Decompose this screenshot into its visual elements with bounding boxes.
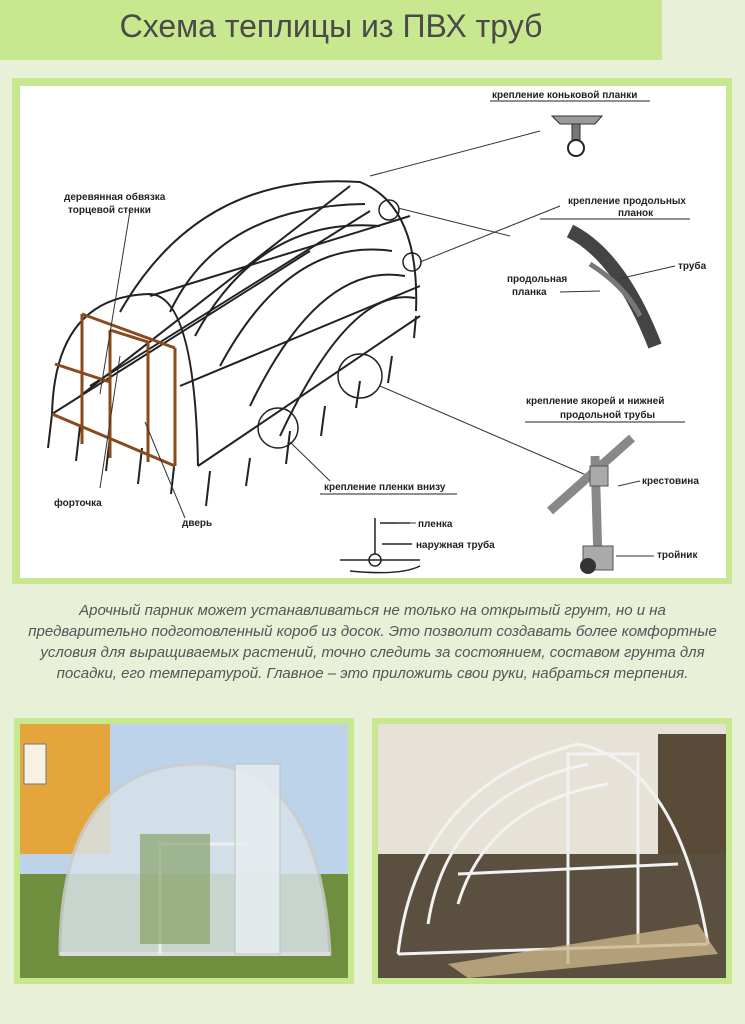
label-film: пленка: [418, 519, 453, 530]
ridge-mount-detail: [552, 116, 602, 156]
label-anchor-mount-2: продольной трубы: [560, 410, 656, 421]
photo-frame-2: [372, 718, 732, 984]
label-anchor-mount-1: крепление якорей и нижней: [526, 396, 665, 407]
label-wood-frame-2: торцевой стенки: [68, 205, 151, 216]
label-pipe: труба: [678, 261, 707, 272]
photo-greenhouse-polycarbonate: [20, 724, 348, 978]
diagram-box: [20, 86, 726, 578]
label-film-mount: крепление пленки внизу: [324, 482, 446, 493]
longitudinal-mount-detail: [570, 231, 655, 346]
film-mount-detail: [340, 518, 420, 573]
label-outer-pipe: наружная труба: [416, 540, 495, 551]
label-longitudinal-mount-1: крепление продольных: [568, 196, 686, 207]
arch-7: [280, 297, 415, 436]
label-wood-frame-1: деревянная обвязка: [64, 192, 166, 203]
photo-frame-1: [14, 718, 354, 984]
bottom-side-beam: [198, 316, 420, 466]
page-title: Схема теплицы из ПВХ труб: [119, 8, 543, 44]
label-long-plank-2: планка: [512, 287, 547, 298]
label-window: форточка: [54, 498, 102, 509]
label-ridge-mount: крепление коньковой планки: [492, 90, 638, 101]
top-beam: [150, 216, 410, 296]
cross-tee-detail: [550, 438, 632, 574]
label-door: дверь: [182, 518, 213, 529]
photo-greenhouse-pvc-frame: [378, 724, 726, 978]
caption-text: Арочный парник может устанавливаться не только на открытый грунт, но и на предварительно подготовленный короб из досок. Это позволит создавать более комфортные условия для выращиваемых растений, точно следить за состоянием, составом грунта для посадки, его температурой. Главное – это приложить свои руки, набраться терпения.: [28, 602, 717, 682]
ridge-line: [80, 186, 350, 396]
left-base: [52, 251, 310, 414]
greenhouse-diagram: [20, 86, 726, 578]
label-long-plank-1: продольная: [507, 274, 568, 285]
label-cross: крестовина: [642, 476, 699, 487]
arch-3: [170, 204, 365, 312]
label-tee: тройник: [657, 550, 698, 561]
label-longitudinal-mount-2: планок: [618, 208, 654, 219]
